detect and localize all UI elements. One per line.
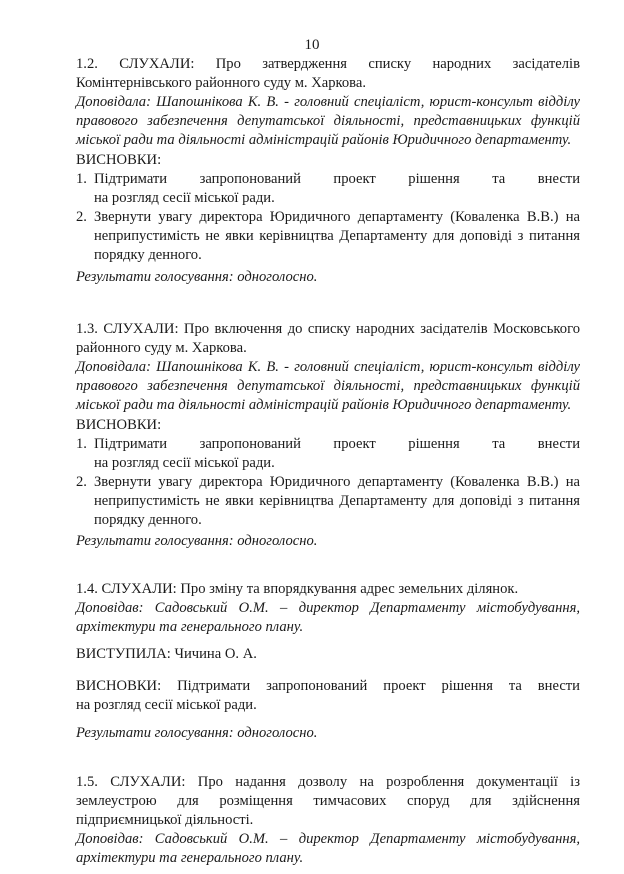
section-1-3-reporter-line: правового забезпечення депутатської діяльності, представницьких функцій [76,378,580,394]
conclusion-item-number: 1. [76,171,87,187]
section-1-5-heard-line: підприємницької діяльності. [76,812,254,828]
section-1-3-heard-line: районного суду м. Харкова. [76,340,247,356]
conclusion-item-line: неприпустимість не явки керівництва Департаменту для доповіді з питання [94,228,580,244]
section-1-5-heard-line: землеустрою для розміщення тимчасових споруд для здійснення [76,793,580,809]
conclusion-item-number: 2. [76,474,87,490]
section-1-2-heard [76,55,580,93]
section-1-3-heard-line: 1.3. СЛУХАЛИ: Про включення до списку народних засідателів Московського [76,321,580,337]
section-1-4-heard: 1.4. СЛУХАЛИ: Про зміну та впорядкування адрес земельних ділянок. [76,581,519,597]
conclusions-heading: ВИСНОВКИ: [76,417,162,433]
section-1-2-reporter [76,93,580,150]
section-1-2-heard-line: 1.2. СЛУХАЛИ: Про затвердження списку народних засідателів [76,56,580,72]
section-1-4-reporter-line: архітектури та генерального плану. [76,619,304,635]
conclusion-item [76,435,580,473]
section-1-5-heard [76,773,580,830]
section-1-5-reporter-line: Доповідав: Садовський О.М. – директор Департаменту містобудування, [76,831,580,847]
section-1-3-conclusions [76,416,580,530]
conclusion-item-line: Підтримати запропонований проект рішення та внести [94,436,580,452]
section-1-2-conclusions [76,151,580,265]
section-1-2-reporter-line: міської ради та діяльності адміністрацій районів Юридичного департаменту. [76,132,572,148]
section-1-3-reporter-line: міської ради та діяльності адміністрацій районів Юридичного департаменту. [76,397,572,413]
conclusion-item-line: порядку денного. [94,512,202,528]
section-1-4-spoke: ВИСТУПИЛА: Чичина О. А. [76,646,257,662]
conclusion-item [76,170,580,208]
section-1-4-reporter-line: Доповідав: Садовський О.М. – директор Департаменту містобудування, [76,600,580,616]
section-1-4-reporter [76,599,580,637]
conclusion-item [76,208,580,265]
section-1-2-vote-result: Результати голосування: одноголосно. [76,269,318,285]
section-1-5-reporter-line: архітектури та генерального плану. [76,850,304,866]
conclusion-item-line: Звернути увагу директора Юридичного департаменту (Коваленка В.В.) на [94,474,580,490]
section-1-5-heard-line: 1.5. СЛУХАЛИ: Про надання дозволу на розроблення документації із [76,774,580,790]
conclusion-item [76,473,580,530]
page-number: 10 [304,37,320,53]
section-1-3-heard [76,320,580,358]
section-1-4-conclusions-line: ВИСНОВКИ: Підтримати запропонований проект рішення та внести [76,678,580,694]
conclusion-item-number: 2. [76,209,87,225]
section-1-4-vote-result: Результати голосування: одноголосно. [76,725,318,741]
conclusion-item-line: неприпустимість не явки керівництва Департаменту для доповіді з питання [94,493,580,509]
section-1-2-reporter-line: Доповідала: Шапошнікова К. В. - головний спеціаліст, юрист-консульт відділу [76,94,580,110]
section-1-3-vote-result: Результати голосування: одноголосно. [76,533,318,549]
section-1-5-reporter [76,830,580,868]
conclusions-heading: ВИСНОВКИ: [76,152,162,168]
conclusion-item-line: порядку денного. [94,247,202,263]
section-1-3-reporter-line: Доповідала: Шапошнікова К. В. - головний спеціаліст, юрист-консульт відділу [76,359,580,375]
section-1-3-reporter [76,358,580,415]
conclusion-item-line: на розгляд сесії міської ради. [94,190,275,206]
section-1-4-conclusions-line: на розгляд сесії міської ради. [76,697,257,713]
conclusion-item-line: Підтримати запропонований проект рішення та внести [94,171,580,187]
conclusion-item-number: 1. [76,436,87,452]
section-1-2-heard-line: Комінтернівського районного суду м. Харкова. [76,75,367,91]
section-1-4-conclusions [76,677,580,715]
section-1-2-reporter-line: правового забезпечення депутатської діяльності, представницьких функцій [76,113,580,129]
conclusion-item-line: Звернути увагу директора Юридичного департаменту (Коваленка В.В.) на [94,209,580,225]
conclusion-item-line: на розгляд сесії міської ради. [94,455,275,471]
